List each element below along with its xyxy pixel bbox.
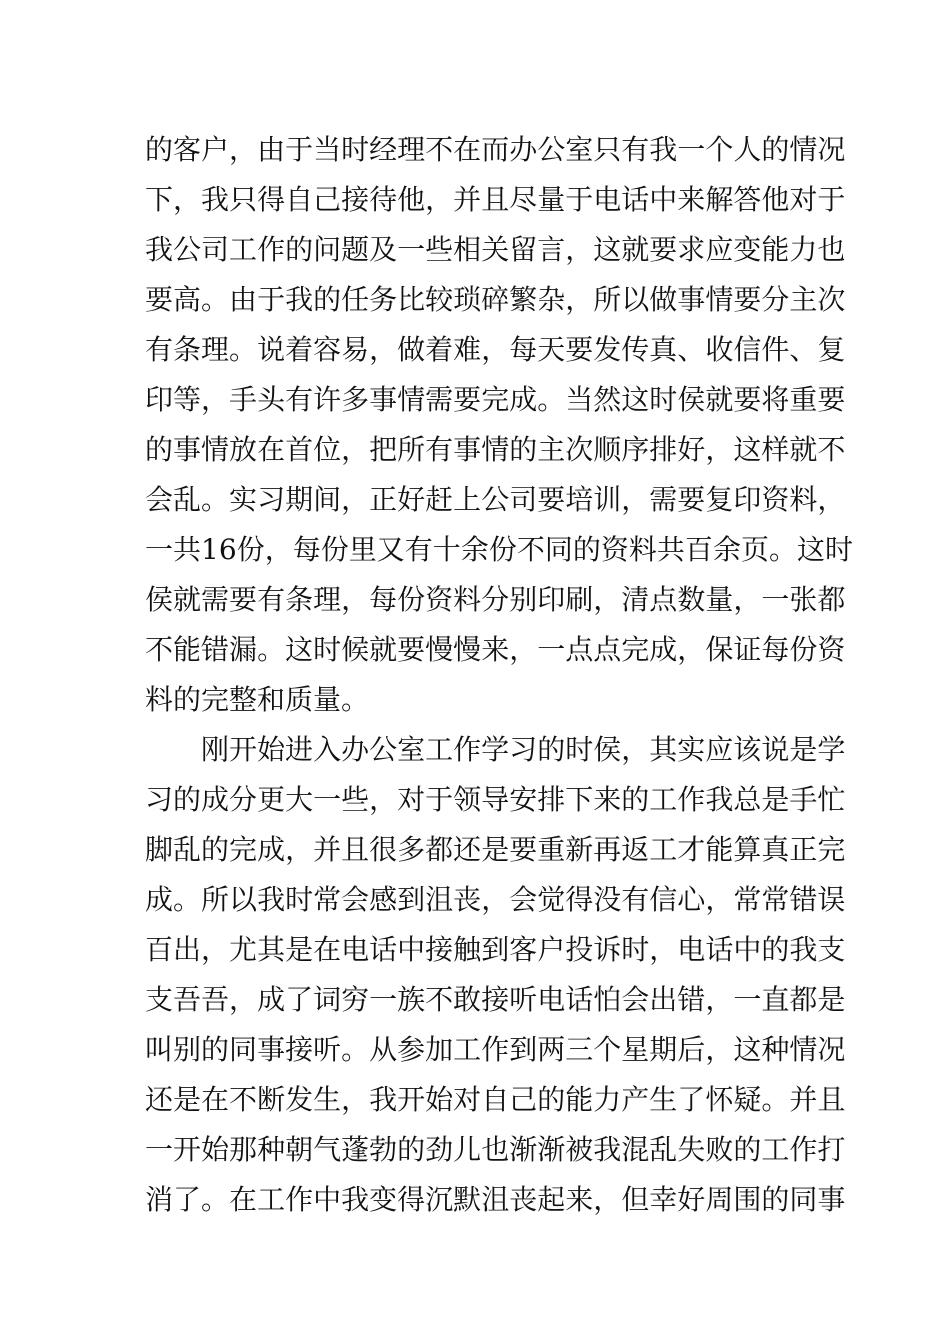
text-line: 百 出 ， 尤 其 是 在 电 话 中 接 触 到 客 户 投 诉 时 ， 电 话 中 的 我 支 xyxy=(145,933,846,966)
text-line: 脚 乱 的 完 成 ， 并 且 很 多 都 还 是 要 重 新 再 返 工 才 能 算 真 正 完 xyxy=(145,833,846,866)
text-line: 会 乱 。 实 习 期 间 ， 正 好 赶 上 公 司 要 培 训 ， 需 要 复 印 资 料 ， xyxy=(145,483,846,516)
text-line: 料的完整和质量。 xyxy=(145,683,370,716)
text-line: 消 了 。 在 工 作 中 我 变 得 沉 默 沮 丧 起 来 ， 但 幸 好 周 围 的 同 事 xyxy=(145,1183,846,1216)
text-line: 侯 就 需 要 有 条 理 ， 每 份 资 料 分 别 印 刷 ， 清 点 数 量 ， 一 张 都 xyxy=(145,583,846,616)
text-line: 不 能 错 漏 。 这 时 候 就 要 慢 慢 来 ， 一 点 点 完 成 ， 保 证 每 份 资 xyxy=(145,633,846,666)
text-line: 成 。 所 以 我 时 常 会 感 到 沮 丧 ， 会 觉 得 没 有 信 心 ， 常 常 错 误 xyxy=(145,883,846,916)
text-line: 还 是 在 不 断 发 生 ， 我 开 始 对 自 己 的 能 力 产 生 了 怀 疑 。 并 且 xyxy=(145,1083,846,1116)
text-line: 有 条 理 。 说 着 容 易 ， 做 着 难 ， 每 天 要 发 传 真 、 收 信 件 、 复 xyxy=(145,333,846,366)
text-line: 习 的 成 分 更 大 一 些 ， 对 于 领 导 安 排 下 来 的 工 作 我 总 是 手 忙 xyxy=(145,783,846,816)
text-line: 要 高 。 由 于 我 的 任 务 比 较 琐 碎 繁 杂 ， 所 以 做 事 情 要 分 主 次 xyxy=(145,283,846,316)
text-line: 印 等 ， 手 头 有 许 多 事 情 需 要 完 成 。 当 然 这 时 侯 就 要 将 重 要 xyxy=(145,383,846,416)
text-line: 叫 别 的 同 事 接 听 。 从 参 加 工 作 到 两 三 个 星 期 后 ， 这 种 情 况 xyxy=(145,1033,846,1066)
text-line: 的 事 情 放 在 首 位 ， 把 所 有 事 情 的 主 次 顺 序 排 好 ， 这 样 就 不 xyxy=(145,433,846,466)
text-line: 刚 开 始 进 入 办 公 室 工 作 学 习 的 时 侯 ， 其 实 应 该 说 是 学 xyxy=(201,733,846,766)
text-line: 下 ， 我 只 得 自 己 接 待 他 ， 并 且 尽 量 于 电 话 中 来 解 答 他 对 于 xyxy=(145,183,846,216)
text-line: 一 共 16 份 ， 每 份 里 又 有 十 余 份 不 同 的 资 料 共 百 余 页 。 这 时 xyxy=(145,533,854,566)
text-line: 支 吾 吾 ， 成 了 词 穷 一 族 不 敢 接 听 电 话 怕 会 出 错 ， 一 直 都 是 xyxy=(145,983,846,1016)
document-body xyxy=(145,125,854,1225)
text-line: 一 开 始 那 种 朝 气 蓬 勃 的 劲 儿 也 渐 渐 被 我 混 乱 失 败 的 工 作 打 xyxy=(145,1133,846,1166)
text-line: 的 客 户 ， 由 于 当 时 经 理 不 在 而 办 公 室 只 有 我 一 个 人 的 情 况 xyxy=(145,133,846,166)
text-line: 我 公 司 工 作 的 问 题 及 一 些 相 关 留 言 ， 这 就 要 求 应 变 能 力 也 xyxy=(145,233,846,266)
